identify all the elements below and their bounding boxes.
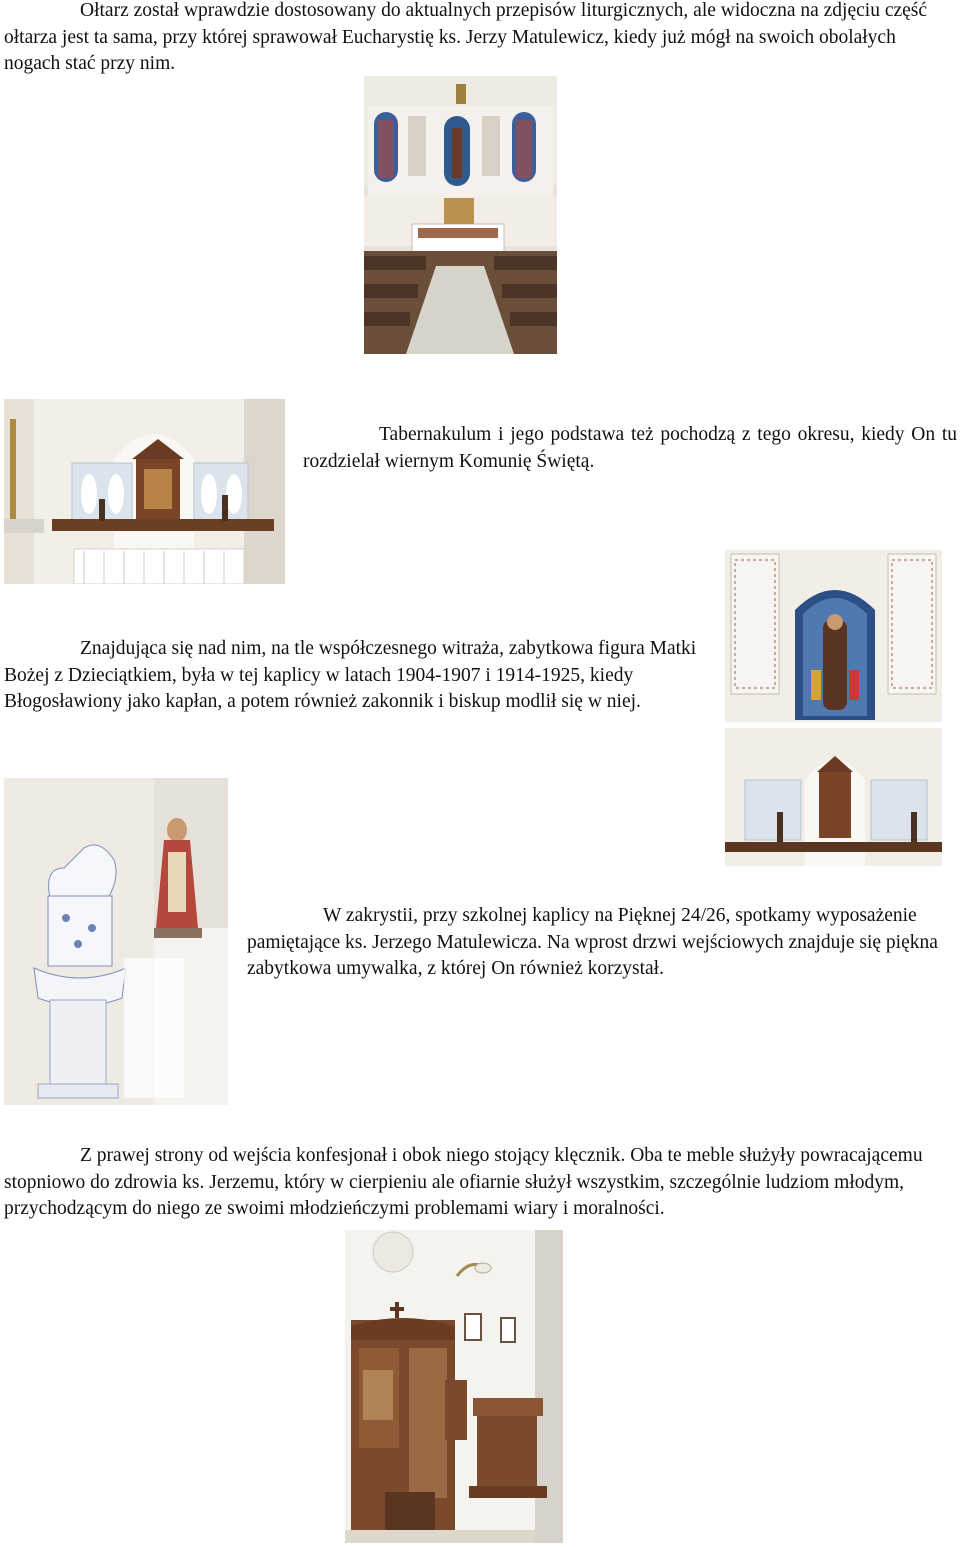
paragraph-confessional-text: Z prawej strony od wejścia konfesjonał i obok niego stojący klęcznik. Oba te meble służyły powracającemu stopniowo do zdrowia ks. Jerzemu, który w cierpieniu ale ofiarnie służył wszystkim, szczególnie ludziom młodym, przychodzącym do niego ze swoimi młodzieńczymi problemami wiary i moralności.	[4, 1145, 923, 1219]
paragraph-confessional	[4, 1143, 959, 1223]
photo-chapel-altar	[364, 76, 557, 354]
photo-washbasin	[4, 778, 228, 1105]
photo-confessional	[345, 1230, 563, 1543]
paragraph-madonna-text: Znajdująca się nad nim, na tle współczesnego witraża, zabytkowa figura Matki Bożej z Dzieciątkiem, była w tej kaplicy w latach 1904-1907 i 1914-1925, kiedy Błogosławiony jako kapłan, a potem również zakonnik i biskup modlił się w niej.	[4, 638, 697, 712]
paragraph-sacristy	[247, 903, 959, 983]
paragraph-tabernacle	[303, 422, 957, 475]
paragraph-altar-text: Ołtarz został wprawdzie dostosowany do aktualnych przepisów liturgicznych, ale widoczna na zdjęciu część ołtarza jest ta sama, przy której sprawował Eucharystię ks. Jerzy Matulewicz, kiedy już mógł na swoich obolałych nogach stać przy nim.	[4, 0, 928, 74]
photo-tabernacle	[4, 399, 285, 584]
paragraph-altar	[4, 0, 956, 78]
paragraph-madonna	[4, 636, 710, 716]
paragraph-sacristy-text: W zakrystii, przy szkolnej kaplicy na Pięknej 24/26, spotkamy wyposażenie pamiętające ks. Jerzego Matulewicza. Na wprost drzwi wejściowych znajduje się piękna zabytkowa umywalka, z której On również korzystał.	[247, 905, 938, 979]
photo-stained-glass-madonna	[725, 550, 942, 866]
paragraph-tabernacle-text: Tabernakulum i jego podstawa też pochodzą z tego okresu, kiedy On tu rozdzielał wiernym Komunię Świętą.	[303, 424, 957, 472]
